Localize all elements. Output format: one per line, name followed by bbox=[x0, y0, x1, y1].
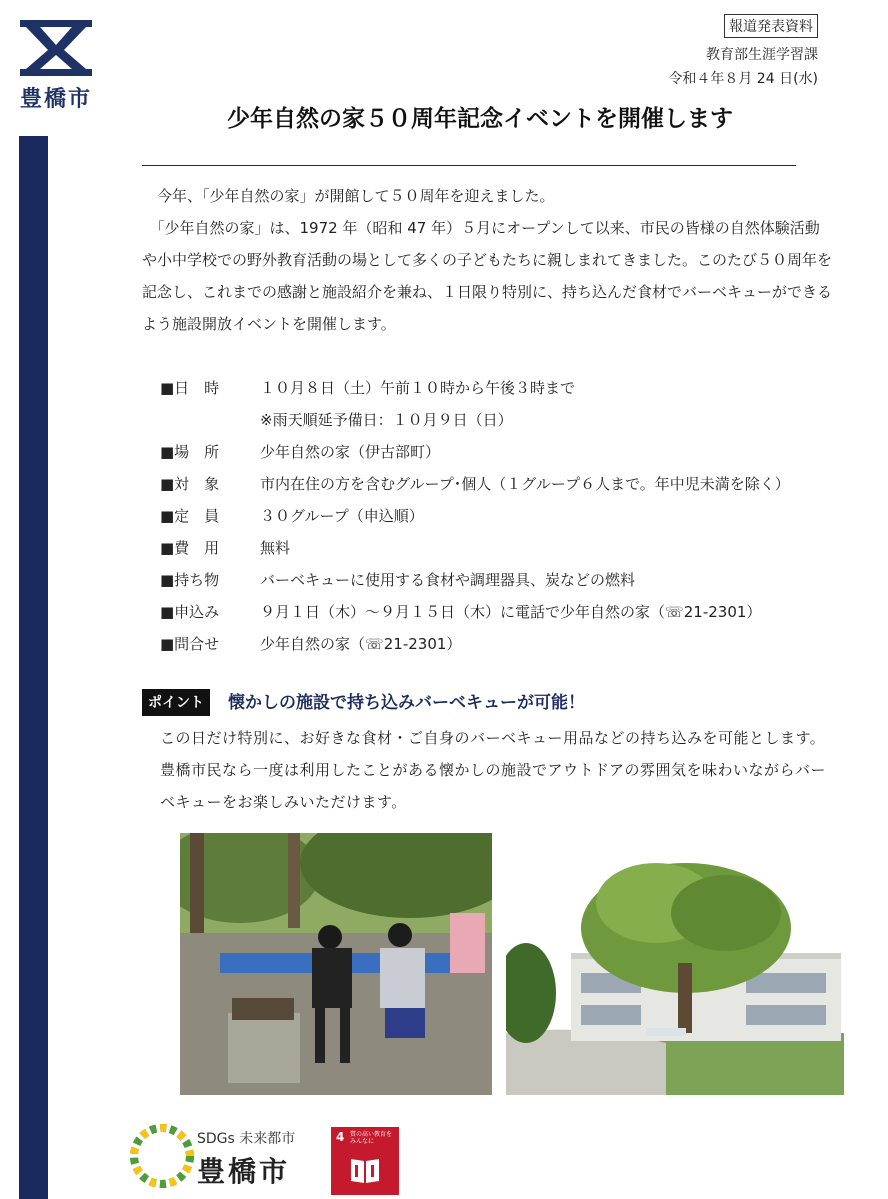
info-value: ９月１日（木）～９月１５日（木）に電話で少年自然の家（☏21-2301） bbox=[260, 603, 762, 621]
department: 教育部生涯学習課 bbox=[706, 47, 818, 63]
page-title: 少年自然の家５０周年記念イベントを開催します bbox=[227, 106, 733, 132]
sdg-goal-number: 4 bbox=[336, 1130, 345, 1144]
info-value: ※雨天順延予備日：１０月９日（日） bbox=[260, 411, 513, 429]
sdgs-future-city-label: SDGs 未来都市 bbox=[197, 1131, 296, 1147]
city-emblem-icon bbox=[18, 18, 94, 78]
title-divider bbox=[142, 165, 796, 166]
info-label: ■対 象 bbox=[160, 475, 220, 493]
info-value: 無料 bbox=[260, 539, 291, 557]
press-release-label: 報道発表資料 bbox=[724, 14, 818, 38]
city-logo bbox=[18, 18, 94, 113]
info-label: ■持ち物 bbox=[160, 571, 220, 589]
release-date: 令和４年８月 24 日(水) bbox=[668, 71, 818, 87]
book-icon bbox=[347, 1151, 383, 1187]
sdg-goal-4-badge bbox=[331, 1127, 399, 1195]
info-value: バーベキューに使用する食材や調理器具、炭などの燃料 bbox=[260, 571, 636, 589]
sdgs-wheel-icon bbox=[130, 1124, 194, 1188]
sdg-goal-text: 質の高い教育をみんなに bbox=[350, 1131, 393, 1145]
info-label: ■場 所 bbox=[160, 443, 220, 461]
info-label: ■申込み bbox=[160, 603, 220, 621]
side-accent-bar bbox=[19, 136, 48, 1199]
info-value: 少年自然の家（伊古部町） bbox=[260, 443, 441, 461]
info-value: 少年自然の家（☏21-2301） bbox=[260, 635, 462, 653]
info-value: １０月８日（土）午前１０時から午後３時まで bbox=[260, 379, 576, 397]
point-paragraph: この日だけ特別に、お好きな食材・ご自身のバーベキュー用品などの持ち込みを可能とします。豊橋市民なら一度は利用したことがある懐かしの施設でアウトドアの雰囲気を味わいながらバーベキューをお楽しみいただけます。 bbox=[160, 729, 827, 811]
intro-paragraph: 今年、「少年自然の家」が開館して５０周年を迎えました。 bbox=[142, 187, 555, 205]
point-title: 懐かしの施設で持ち込みバーベキューが可能！ bbox=[228, 693, 585, 713]
point-text bbox=[160, 722, 832, 818]
info-value: ３０グループ（申込順） bbox=[260, 507, 424, 525]
info-label: ■費 用 bbox=[160, 539, 220, 557]
info-value: 市内在住の方を含むグループ･個人（１グループ６人まで。年中児未満を除く） bbox=[260, 475, 790, 493]
intro-paragraph: 「少年自然の家」は、1972 年（昭和 47 年）５月にオープンして以来、市民の皆様の自然体験活動や小中学校での野外教育活動の場として多くの子どもたちに親しまれてきました。このたび５０周年を記念し、これまでの感謝と施設紹介を兼ね、１日限り特別に、持ち込んだ食材でバーベキューができるよう施設開放イベントを開催します。 bbox=[142, 219, 833, 333]
tree-building-photo bbox=[506, 833, 844, 1095]
city-logo-text: 豊橋市 bbox=[19, 87, 92, 112]
intro-text bbox=[142, 180, 832, 340]
bbq-photo bbox=[180, 833, 492, 1095]
point-badge: ポイント bbox=[142, 689, 210, 716]
info-label: ■日 時 bbox=[160, 379, 220, 397]
footer-city-name: 豊橋市 bbox=[197, 1155, 291, 1188]
info-label: ■問合せ bbox=[160, 635, 220, 653]
info-label: ■定 員 bbox=[160, 507, 220, 525]
